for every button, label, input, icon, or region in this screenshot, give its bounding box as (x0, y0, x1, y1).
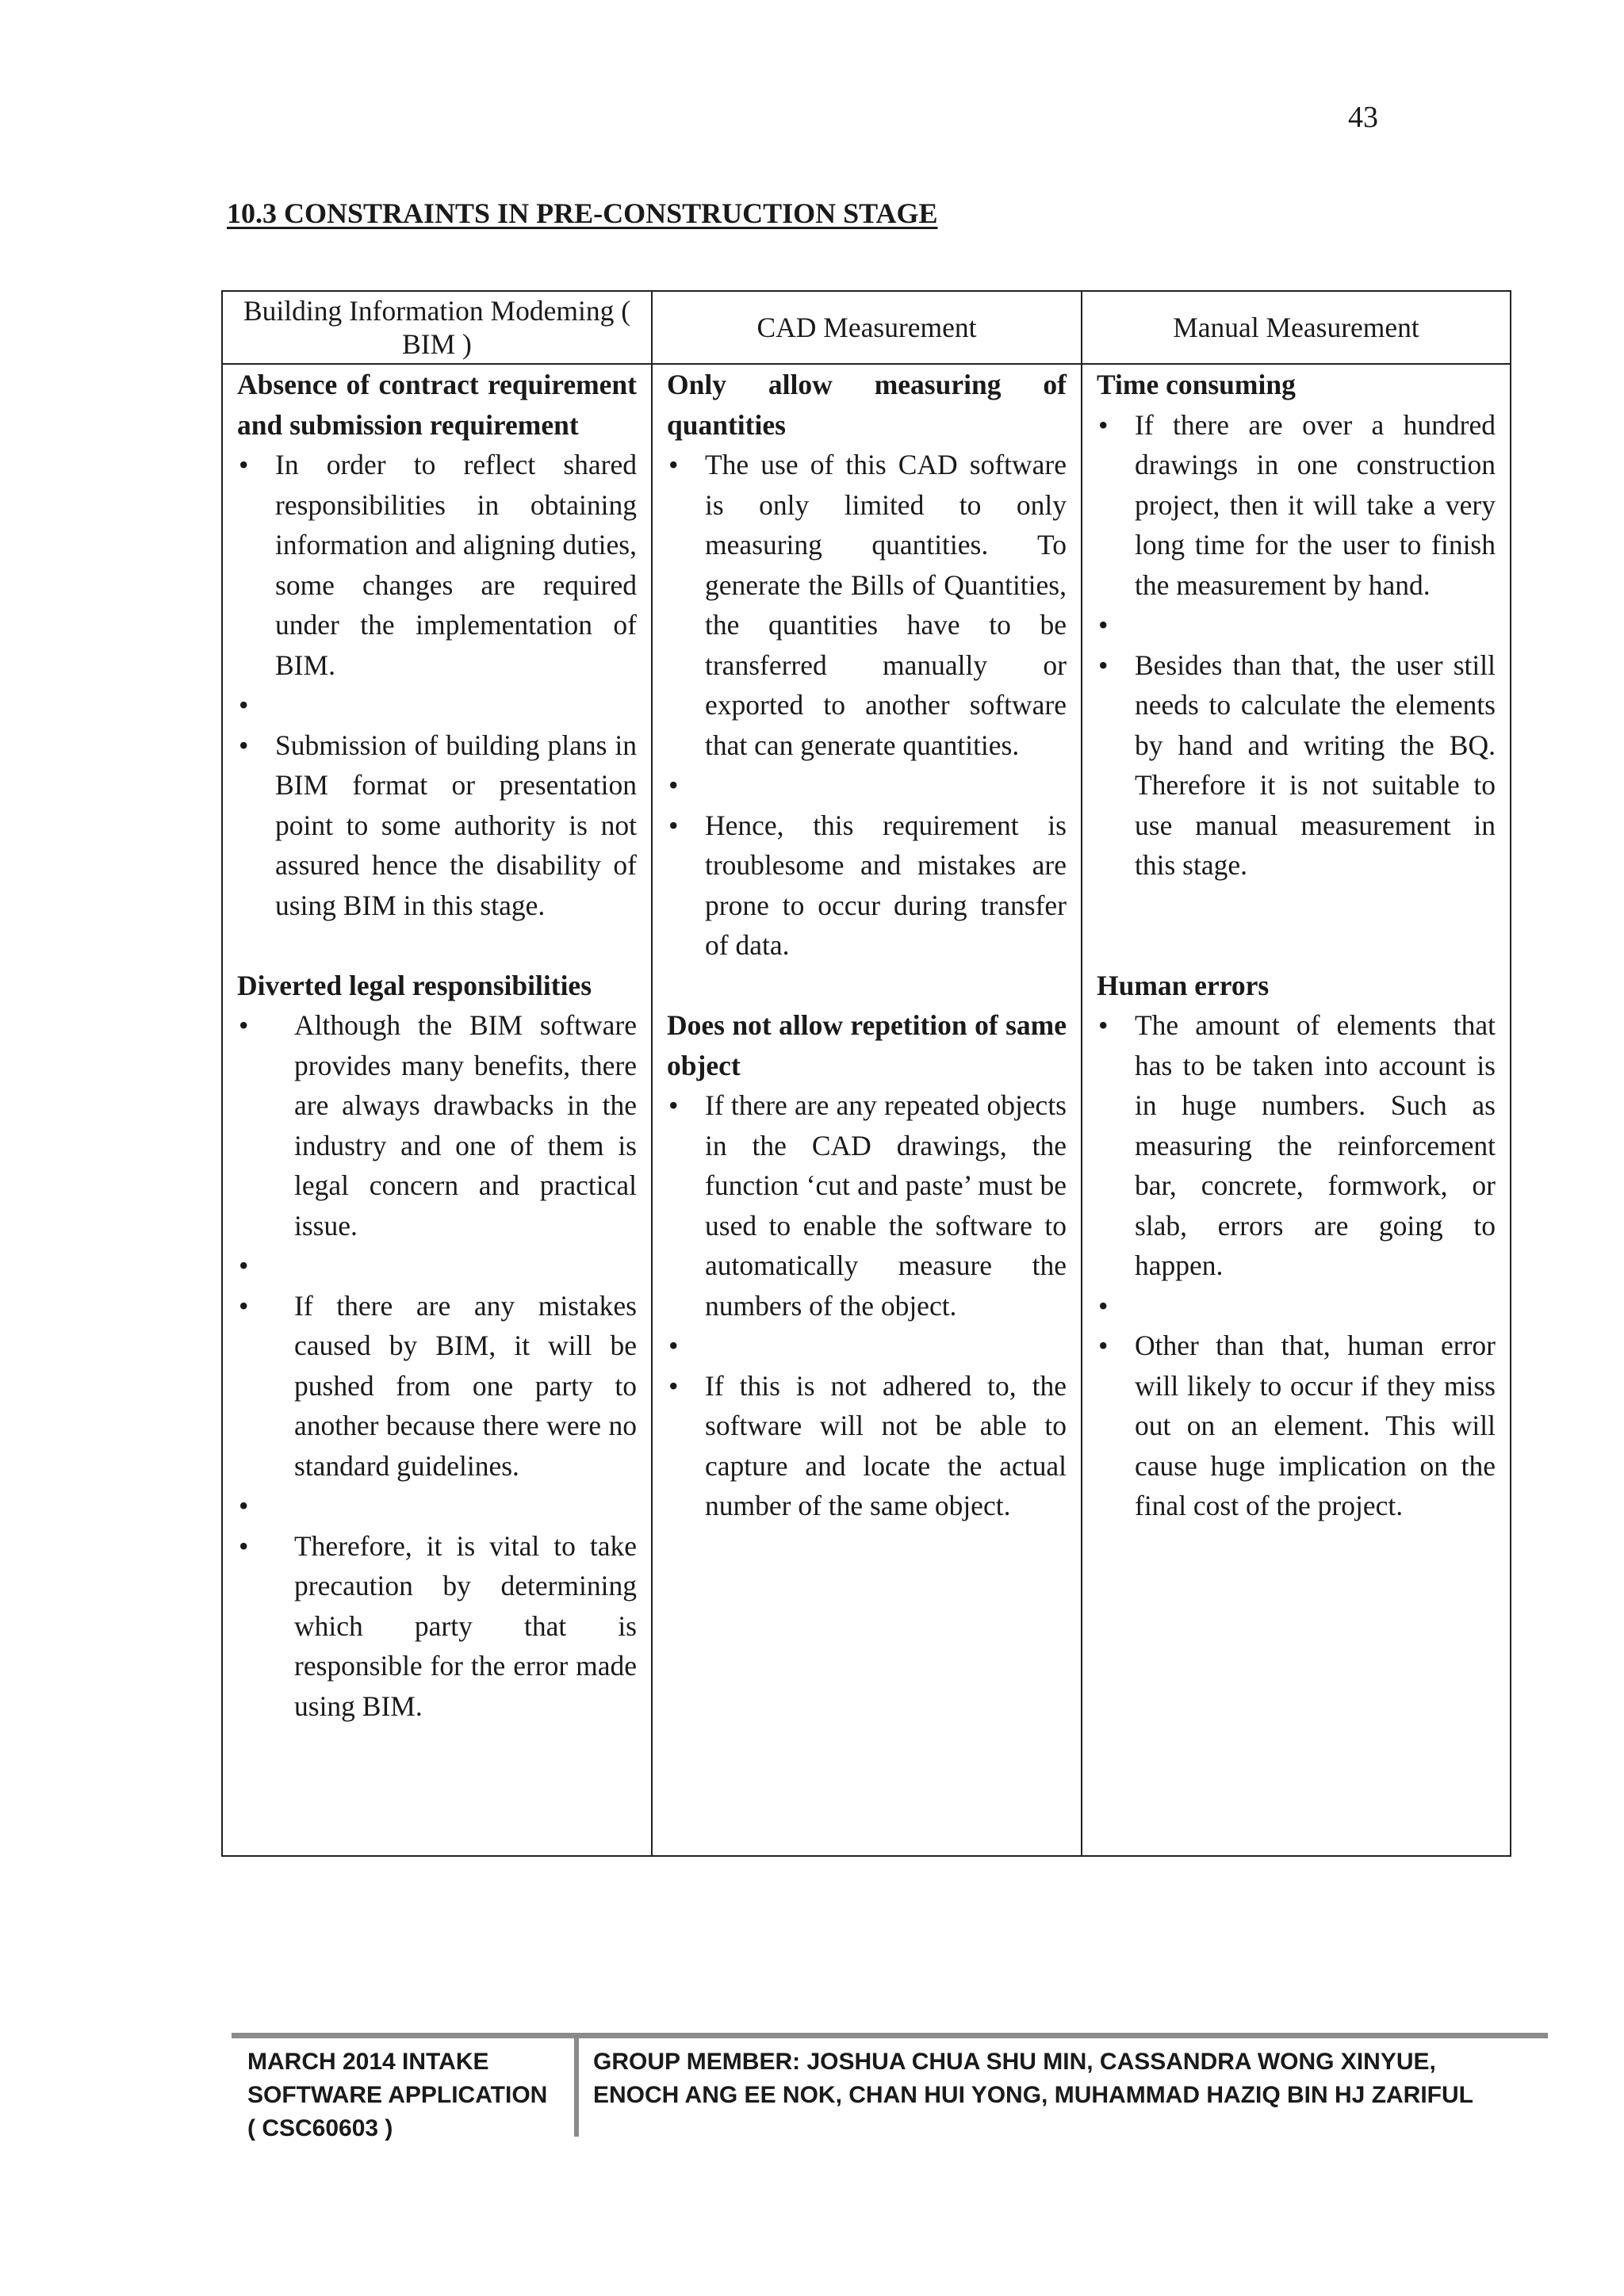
manual-group2-title: Human errors (1097, 969, 1270, 1001)
bim-group1-title: Absence of contract requirement and submission requirement (237, 369, 637, 441)
list-item: • Besides than that, the user still needs to calculate the elements by hand and writing the BQ. Therefore it is not suitable to use manual measurement in this stage. (1097, 645, 1496, 886)
footer-intake: MARCH 2014 INTAKE (247, 2049, 489, 2075)
footer-subject: SOFTWARE APPLICATION (247, 2082, 548, 2108)
cad-group1-title: Only allow measuring of quantities (667, 369, 1067, 441)
footer-group-members (593, 2045, 1529, 2112)
list-item: • Therefore, it is vital to take precaution by determining which party that is responsible for the error made using BIM. (237, 1526, 637, 1727)
footer-course-info (247, 2045, 565, 2145)
footer-code: ( CSC60603 ) (247, 2115, 393, 2141)
header-manual: Manual Measurement (1082, 291, 1511, 364)
header-cad: CAD Measurement (652, 291, 1082, 364)
footer-members-line-1: GROUP MEMBER: JOSHUA CHUA SHU MIN, CASSANDRA WONG XINYUE, (593, 2049, 1436, 2075)
page-number: 43 (1348, 101, 1378, 134)
bim-cell (222, 364, 652, 1856)
spacer (1097, 886, 1496, 926)
list-item: • If there are any repeated objects in the CAD drawings, the function ‘cut and paste’ must be used to enable the software to automatically measure the numbers of the object. (667, 1085, 1067, 1326)
constraints-table (221, 290, 1511, 1857)
spacer (1097, 925, 1496, 966)
cad-group1-list (667, 445, 1067, 966)
list-item: • Submission of building plans in BIM format or presentation point to some authority is not assured hence the disability of using BIM in this stage. (237, 725, 637, 926)
bim-group2-title: Diverted legal responsibilities (237, 969, 592, 1001)
list-item: • The use of this CAD software is only limited to only measuring quantities. To generate the Bills of Quantities, the quantities have to be transferred manually or exported to another software that can generate quantities. (667, 445, 1067, 765)
cad-cell (652, 364, 1082, 1856)
manual-cell (1082, 364, 1511, 1856)
spacer (237, 925, 637, 966)
header-bim: Building Information Modeming ( BIM ) (222, 291, 652, 364)
spacer (667, 765, 1067, 806)
footer-divider (574, 2038, 579, 2137)
cad-group2-list (667, 1085, 1067, 1526)
spacer (667, 1326, 1067, 1366)
table-header-row (222, 291, 1511, 364)
section-heading: 10.3 CONSTRAINTS IN PRE-CONSTRUCTION STAGE (227, 197, 938, 229)
spacer (237, 685, 637, 725)
footer-rule (232, 2033, 1548, 2038)
list-item: • The amount of elements that has to be taken into account is in huge numbers. Such as measuring the reinforcement bar, concrete, formwork, or slab, errors are going to happen. (1097, 1005, 1496, 1286)
list-item: • Although the BIM software provides many benefits, there are always drawbacks in the industry and one of them is legal concern and practical issue. (237, 1005, 637, 1246)
list-item: • In order to reflect shared responsibilities in obtaining information and aligning duties, some changes are required under the implementation of BIM. (237, 445, 637, 685)
cad-group2-title: Does not allow repetition of same object (667, 1009, 1067, 1081)
manual-group1-title: Time consuming (1097, 369, 1296, 400)
spacer (237, 1486, 637, 1526)
table-body-row (222, 364, 1511, 1856)
spacer (1097, 1286, 1496, 1326)
spacer (1097, 605, 1496, 645)
footer-members-line-2: ENOCH ANG EE NOK, CHAN HUI YONG, MUHAMMAD HAZIQ BIN HJ ZARIFUL (593, 2082, 1473, 2108)
list-item: • If there are any mistakes caused by BIM, it will be pushed from one party to another because there were no standard guidelines. (237, 1286, 637, 1487)
spacer (667, 966, 1067, 1006)
spacer (237, 1246, 637, 1286)
list-item: • If this is not adhered to, the software will not be able to capture and locate the actual number of the same object. (667, 1366, 1067, 1526)
bim-group2-list (237, 1005, 637, 1726)
bim-group1-list (237, 445, 637, 925)
list-item: • Hence, this requirement is troublesome and mistakes are prone to occur during transfer of data. (667, 806, 1067, 966)
manual-group1-list (1097, 405, 1496, 886)
list-item: • If there are over a hundred drawings in one construction project, then it will take a very long time for the user to finish the measurement by hand. (1097, 405, 1496, 606)
manual-group2-list (1097, 1005, 1496, 1526)
list-item: • Other than that, human error will likely to occur if they miss out on an element. This will cause huge implication on the final cost of the project. (1097, 1326, 1496, 1526)
